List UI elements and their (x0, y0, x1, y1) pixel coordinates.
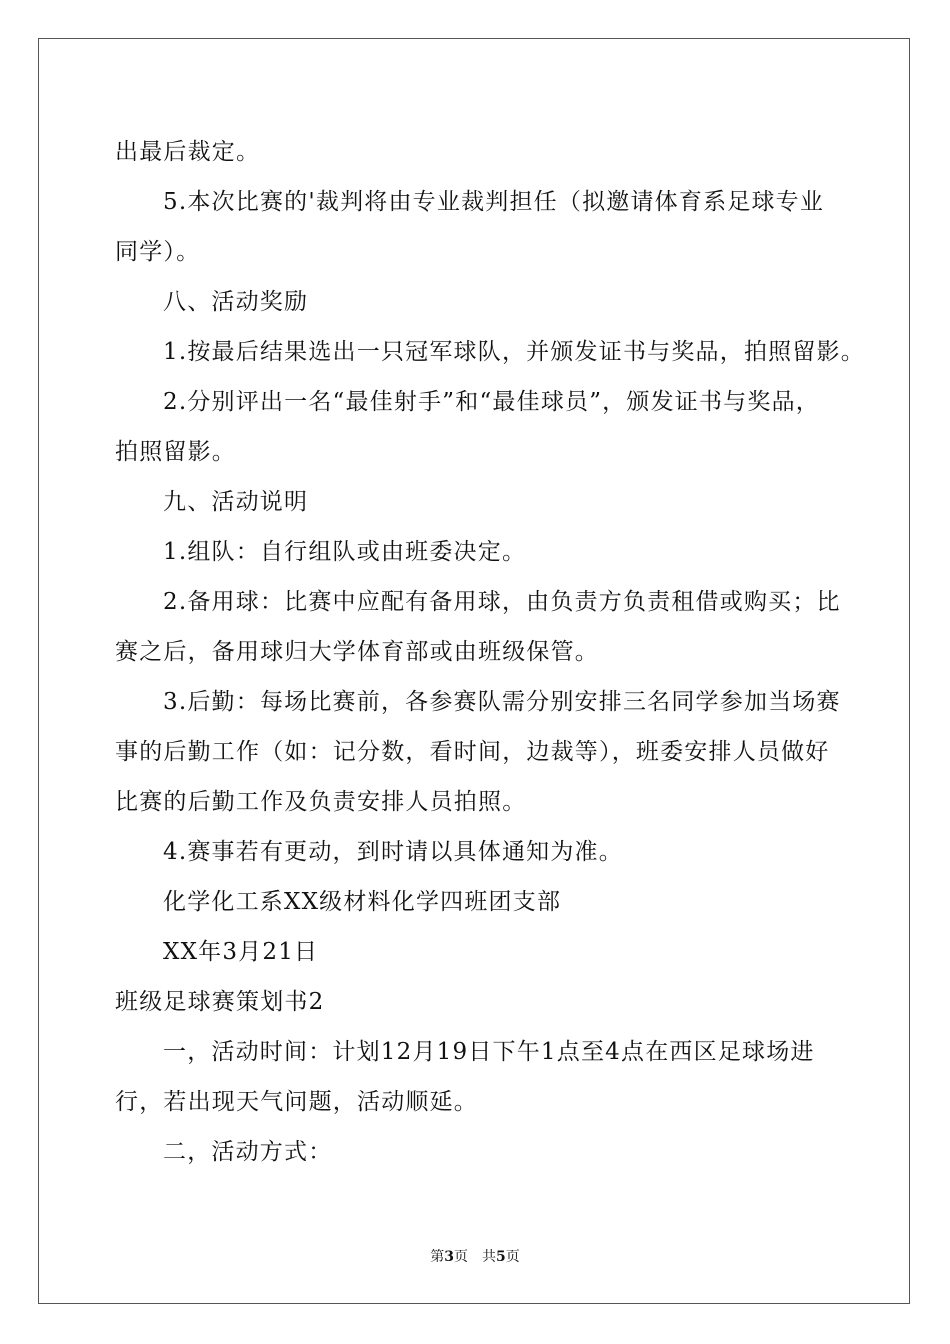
document-subtitle: 班级足球赛策划书2 (115, 989, 325, 1015)
text-line: 比赛的后勤工作及负责安排人员拍照。 (115, 789, 527, 815)
section-heading: 八、活动奖励 (163, 289, 309, 315)
text-line: 拍照留影。 (115, 439, 236, 465)
page-number-suffix: 页 (505, 1249, 520, 1265)
text-line: 4.赛事若有更动，到时请以具体通知为准。 (163, 839, 623, 865)
text-line: 出最后裁定。 (115, 139, 261, 165)
section-heading: 九、活动说明 (163, 489, 309, 515)
text-line: 行，若出现天气问题，活动顺延。 (115, 1089, 478, 1115)
text-line: 同学）。 (115, 239, 201, 265)
text-line: 2.分别评出一名“最佳射手”和“最佳球员”，颁发证书与奖品， (163, 389, 820, 415)
signature-date: XX年3月21日 (163, 939, 319, 965)
page-number-prefix: 第 (430, 1249, 445, 1265)
text-line: 一，活动时间：计划12月19日下午1点至4点在西区足球场进 (163, 1039, 815, 1065)
text-line: 3.后勤：每场比赛前，各参赛队需分别安排三名同学参加当场赛 (163, 689, 841, 715)
text-line: 1.组队：自行组队或由班委决定。 (163, 539, 527, 565)
total-pages-number: 5 (496, 1249, 506, 1265)
section-heading: 二，活动方式： (163, 1139, 333, 1165)
text-line: 5.本次比赛的'裁判将由专业裁判担任（拟邀请体育系足球专业 (163, 189, 825, 215)
document-body (115, 127, 865, 1177)
current-page-number: 3 (444, 1249, 454, 1265)
page-number-middle: 页 共 (454, 1249, 496, 1265)
text-line: 1.按最后结果选出一只冠军球队，并颁发证书与奖品，拍照留影。 (163, 339, 865, 365)
text-line: 事的后勤工作（如：记分数，看时间，边裁等），班委安排人员做好 (115, 739, 830, 765)
text-line: 赛之后，备用球归大学体育部或由班级保管。 (115, 639, 599, 665)
text-line: 2.备用球：比赛中应配有备用球，由负责方负责租借或购买；比 (163, 589, 841, 615)
signature-organization: 化学化工系XX级材料化学四班团支部 (163, 889, 562, 915)
page-footer (0, 1247, 950, 1267)
